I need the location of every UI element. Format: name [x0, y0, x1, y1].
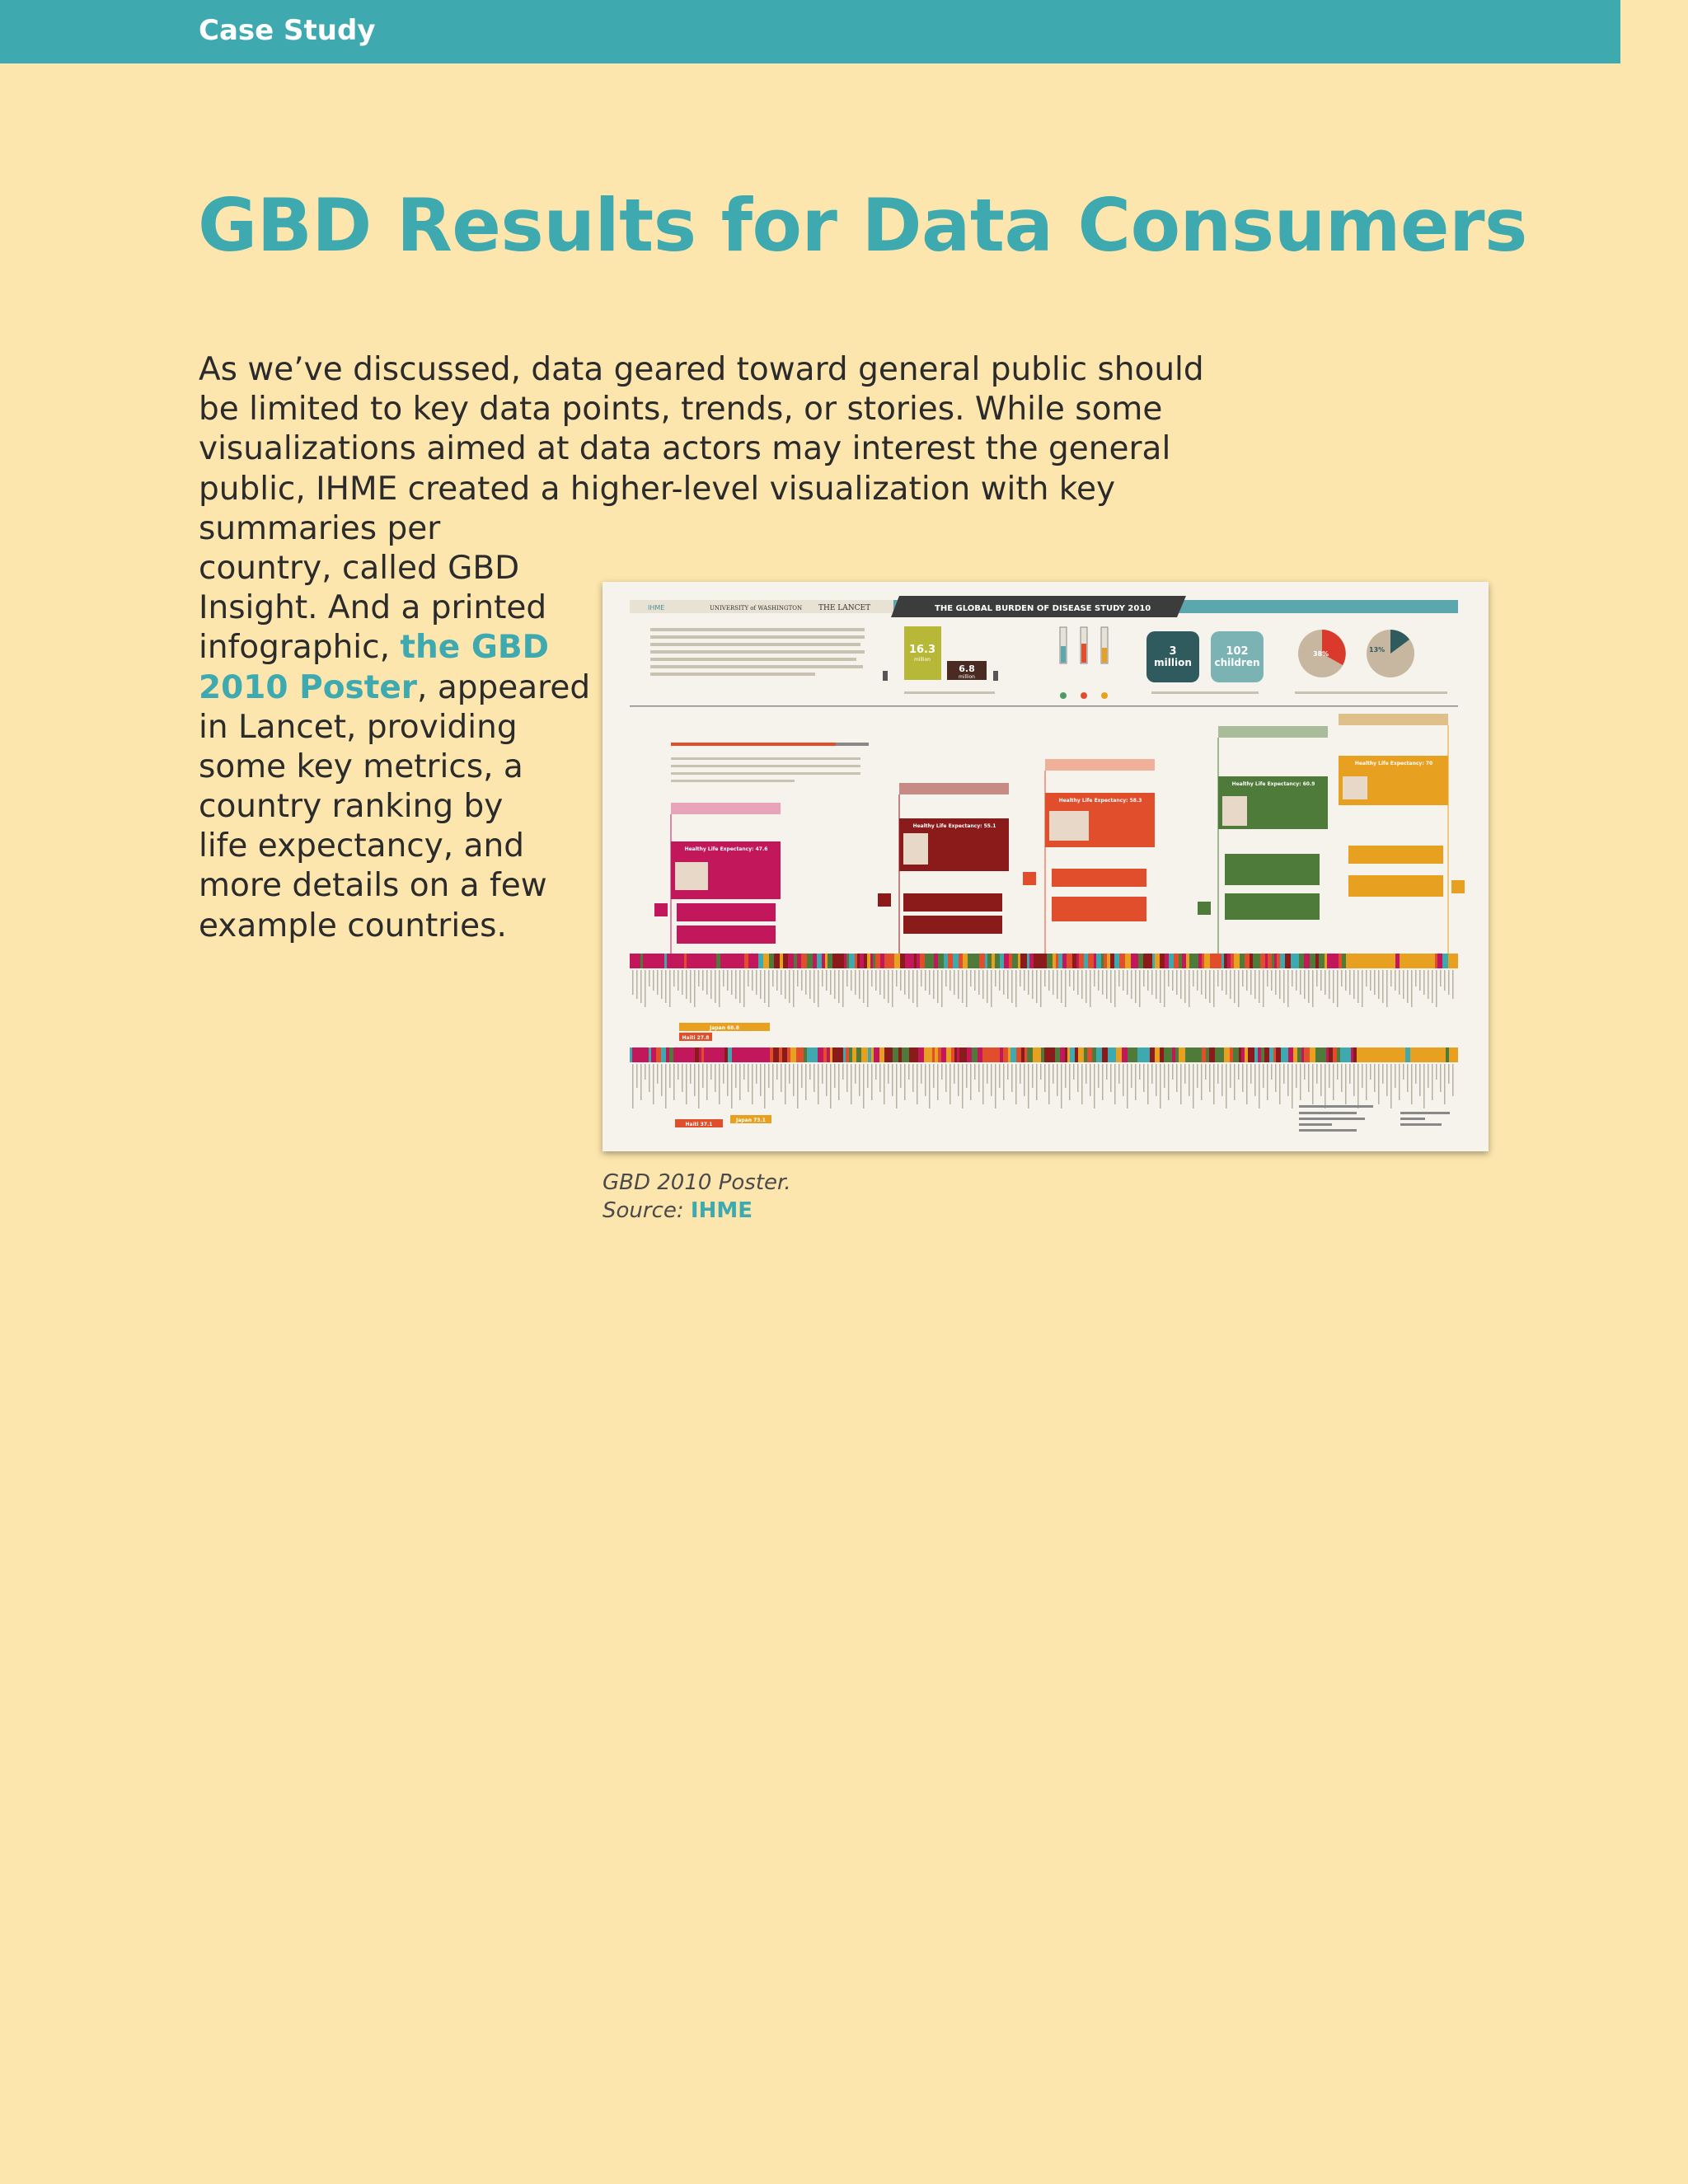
- after-link-text: , appeared: [417, 668, 591, 706]
- gbd-poster-link[interactable]: the GBD: [400, 629, 549, 667]
- header-bar: [0, 0, 1620, 63]
- poster-stat-b: 6.8: [959, 663, 975, 674]
- poster-stat-b-unit: million: [959, 674, 975, 680]
- poster-org-uw: UNIVERSITY of WASHINGTON: [710, 605, 803, 612]
- paragraph-line: country, called GBD: [199, 549, 520, 587]
- poster-org-ihme: IHME: [648, 604, 665, 612]
- figure-caption: [603, 1169, 791, 1225]
- svg-text:Healthy Life Expectancy: 58.3: Healthy Life Expectancy: 58.3: [1058, 798, 1142, 804]
- poster-pie-b-label: 13%: [1369, 646, 1386, 654]
- paragraph-line: country ranking by: [199, 788, 504, 826]
- page-title: GBD Results for Data Consumers: [198, 183, 1527, 268]
- caption-line: GBD 2010 Poster.: [603, 1170, 791, 1195]
- caption-source-prefix: Source:: [603, 1198, 691, 1223]
- section-label: Case Study: [199, 14, 376, 47]
- paragraph-line: public, IHME created a higher-level visualization with key: [199, 470, 1116, 508]
- paragraph-line: some key metrics, a: [199, 748, 523, 785]
- paragraph-line: life expectancy, and: [199, 827, 524, 865]
- paragraph-line: summaries per: [199, 509, 441, 547]
- gbd-poster-image: [603, 582, 1489, 1151]
- gbd-poster-link-cont[interactable]: 2010 Poster: [199, 668, 418, 706]
- poster-country-b: Haiti 27.8: [682, 1035, 710, 1041]
- poster-stat-d: 102: [1226, 645, 1249, 658]
- paragraph-line: more details on a few: [199, 867, 547, 905]
- poster-country-strip-bottom: [630, 1047, 1458, 1062]
- ihme-source-link[interactable]: IHME: [690, 1198, 753, 1223]
- poster-stat-c-unit: million: [1154, 657, 1192, 668]
- poster-pie-a-label: 38%: [1313, 650, 1329, 658]
- svg-text:Healthy Life Expectancy: 60.9: Healthy Life Expectancy: 60.9: [1231, 781, 1315, 787]
- poster-country-d: Haiti 37.1: [685, 1122, 713, 1127]
- poster-stat-a: 16.3: [908, 644, 936, 656]
- paragraph-line: example countries.: [199, 907, 507, 944]
- paragraph-line: be limited to key data points, trends, or stories. While some: [199, 391, 1163, 429]
- poster-stat-d-unit: children: [1214, 657, 1260, 668]
- paragraph-line: As we’ve discussed, data geared toward general public should: [199, 351, 1204, 388]
- poster-stat-a-unit: million: [914, 657, 931, 663]
- poster-country-c: Japan 73.1: [736, 1118, 766, 1123]
- svg-text:Healthy Life Expectancy: 70: Healthy Life Expectancy: 70: [1354, 761, 1433, 766]
- poster-org-lancet: THE LANCET: [818, 604, 871, 612]
- poster-country-a: Japan 68.8: [710, 1025, 739, 1031]
- svg-text:Healthy Life Expectancy: 47.6: Healthy Life Expectancy: 47.6: [684, 846, 768, 852]
- svg-text:Healthy Life Expectancy: 55.1: Healthy Life Expectancy: 55.1: [912, 823, 996, 829]
- paragraph-line: in Lancet, providing: [199, 708, 518, 746]
- paragraph-line: visualizations aimed at data actors may interest the general: [199, 430, 1171, 468]
- poster-title: THE GLOBAL BURDEN OF DISEASE STUDY 2010: [935, 604, 1151, 613]
- caption-source: [603, 1197, 791, 1225]
- poster-stat-c: 3: [1169, 645, 1177, 658]
- poster-country-strip-top: [630, 954, 1458, 968]
- paragraph-line: Insight. And a printed: [199, 589, 547, 627]
- infographic-prefix: infographic,: [199, 629, 401, 667]
- poster-graphic: [603, 582, 1489, 1151]
